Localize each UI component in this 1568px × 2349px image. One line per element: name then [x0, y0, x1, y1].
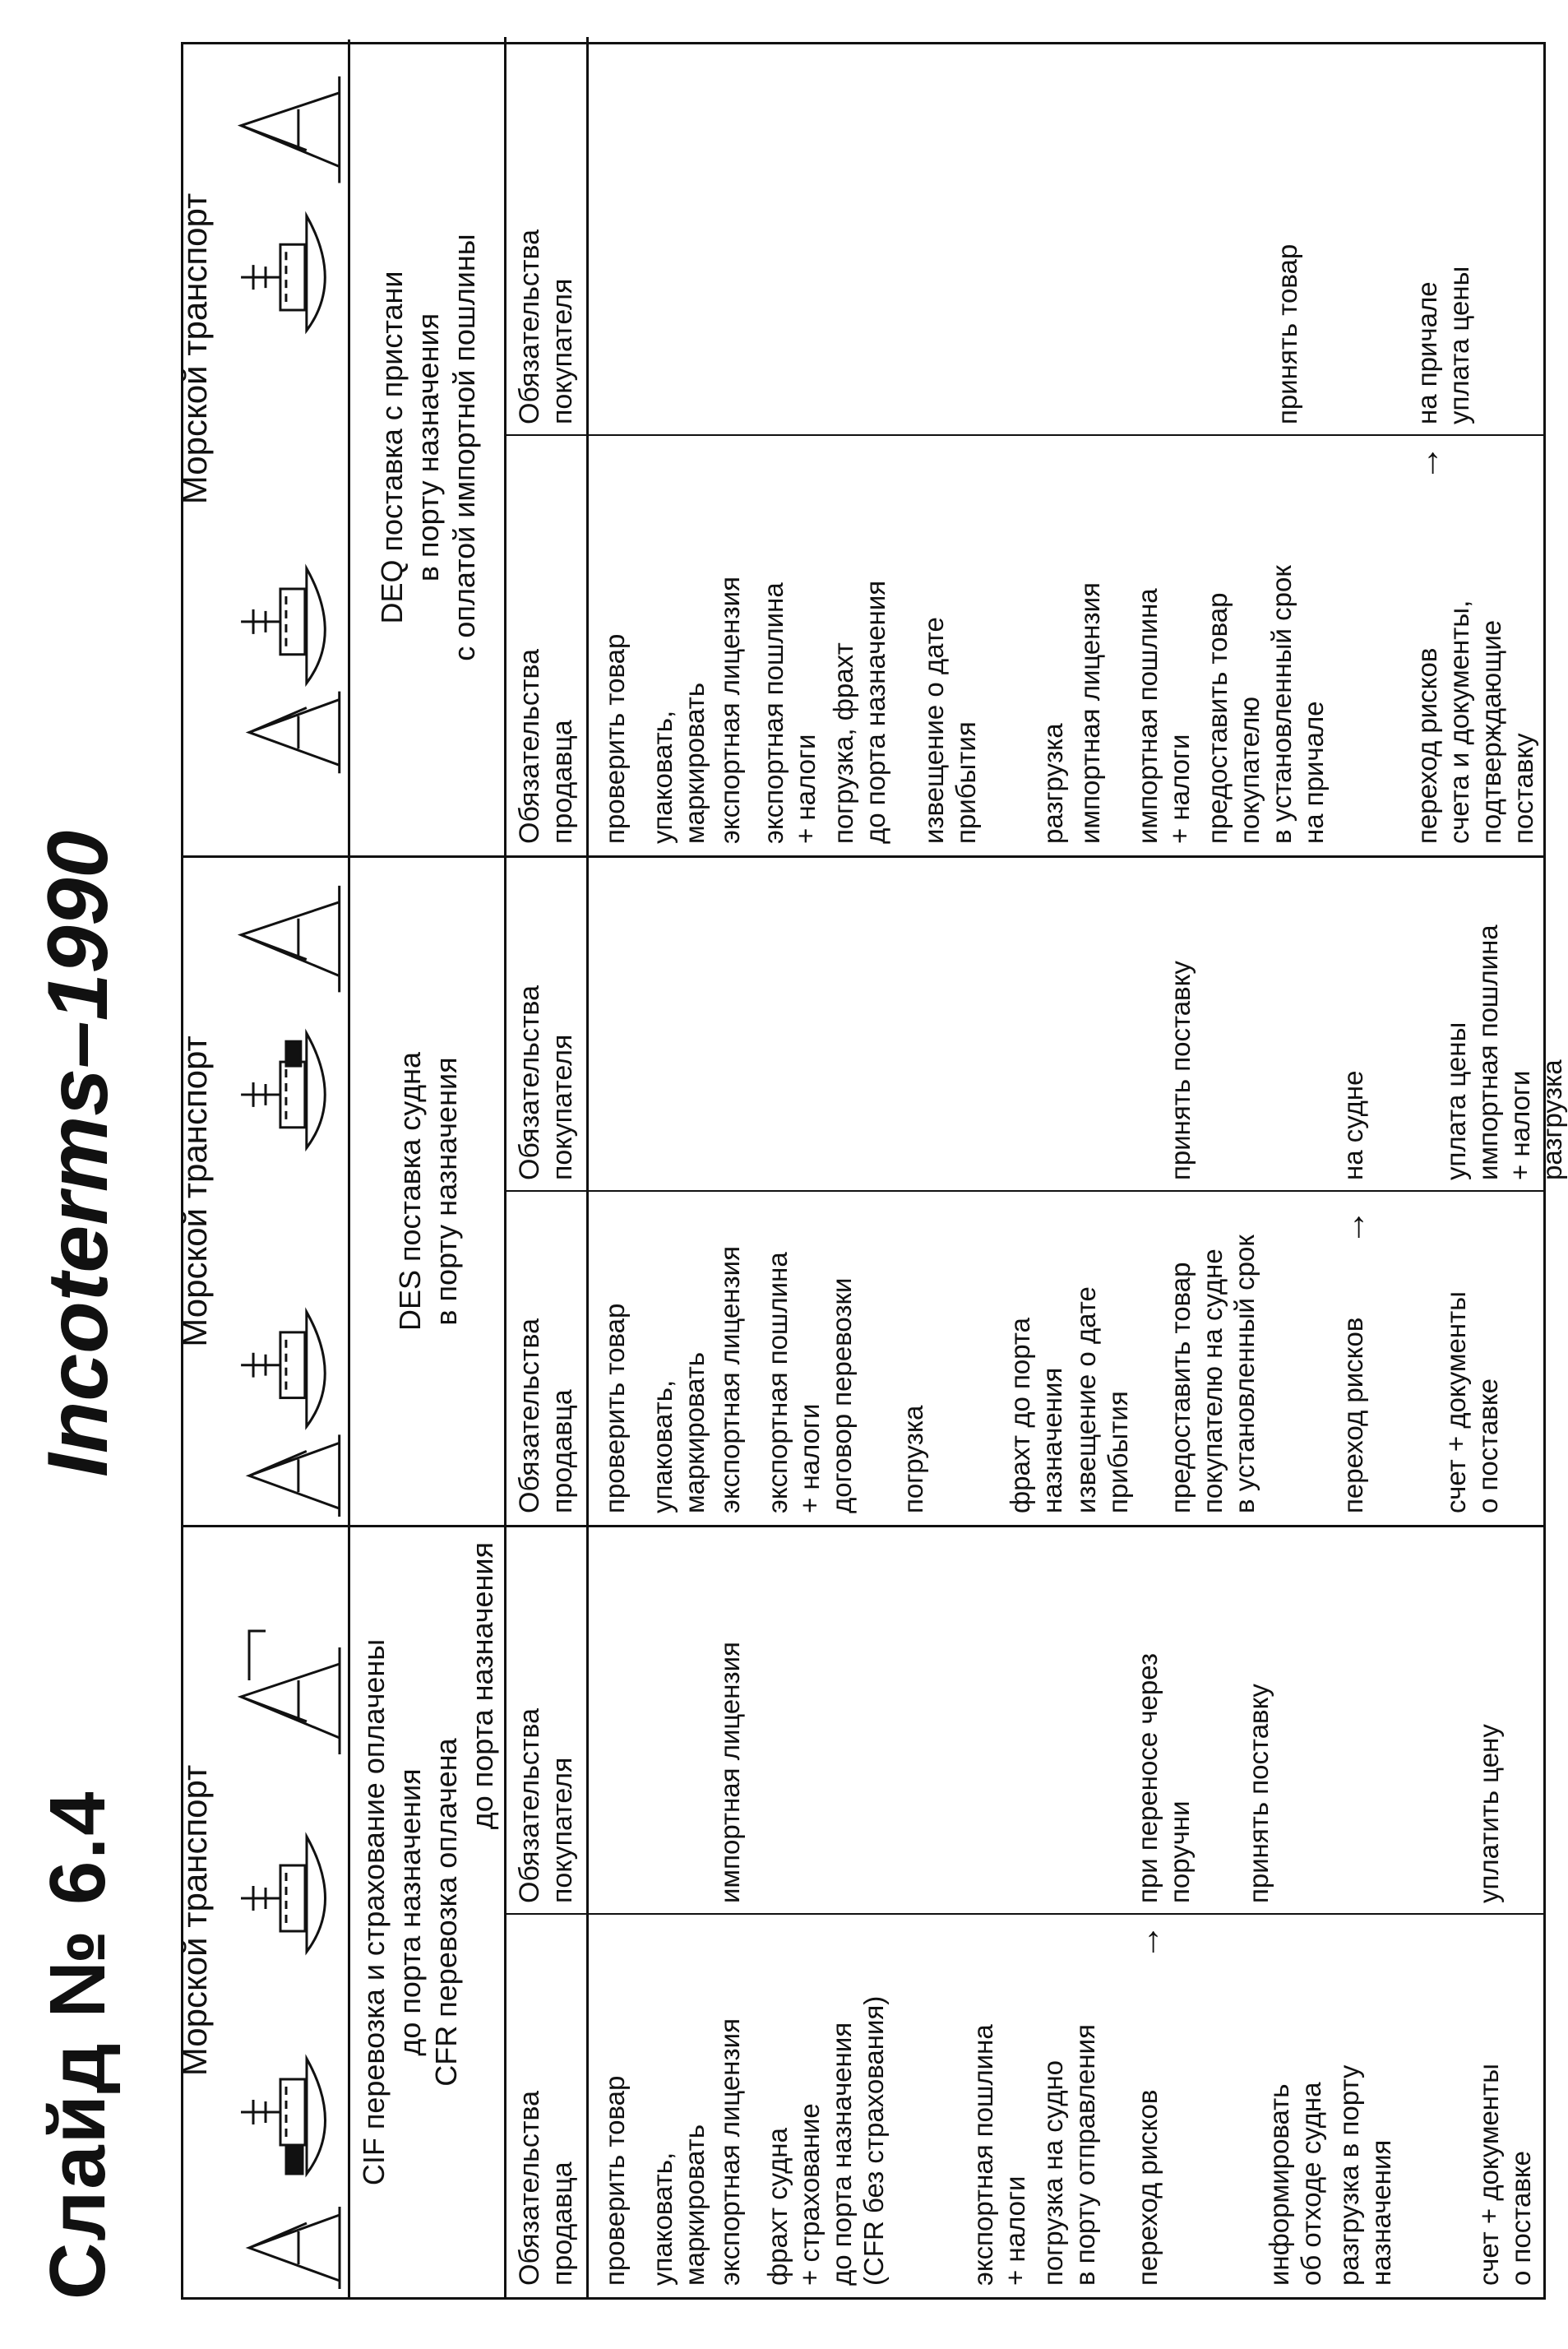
seller-entry: импортная пошлина + налоги [1132, 588, 1195, 844]
crane-icon [241, 1631, 340, 1754]
section-deq [175, 39, 1543, 858]
seller-entry: экспортная пошлина + налоги договор перевозки [762, 1252, 857, 1513]
section-title [348, 39, 506, 855]
transport-label: Морской транспорт [175, 1764, 214, 2077]
crane-icon [249, 1434, 340, 1517]
crane-icon [241, 76, 340, 183]
buyer-entry: на причале уплата цены [1412, 266, 1474, 424]
title-line: в порту назначения [411, 313, 445, 582]
crane-icon [241, 886, 340, 993]
buyer-entry: при переносе через поручни [1132, 1652, 1195, 1903]
seller-entry: погрузка [898, 1405, 928, 1513]
crane-icon [249, 692, 340, 774]
buyer-entry: уплата цены импортная пошлина + налоги разгрузка [1441, 924, 1567, 1180]
ship-illustrations [175, 858, 348, 1525]
buyer-header: Обязательства покупателя [504, 1527, 586, 1915]
buyer-header: Обязательства покупателя [504, 855, 586, 1192]
seller-entry: импортная лицензия [1075, 582, 1105, 844]
title-line: DEQ поставка с пристани [375, 271, 409, 624]
title-line: с оплатой импортной пошлины [447, 234, 481, 661]
section-cif-cfr [175, 1527, 1543, 2297]
buyer-entry: импортная лицензия [715, 1642, 745, 1903]
title-line: в порту назначения [429, 1057, 463, 1326]
slide-number: Слайд № 6.4 [34, 1790, 122, 2300]
seller-entry: упаковать, маркировать [647, 682, 710, 844]
seller-header: Обязательства продавца [504, 436, 586, 855]
section-title [348, 1527, 506, 2297]
seller-entry: упаковать, маркировать [647, 1351, 710, 1513]
seller-entry: экспортная лицензия [715, 2018, 745, 2286]
seller-entry: фрахт до порта назначения [1005, 1318, 1067, 1513]
transport-label: Морской транспорт [175, 1036, 214, 1347]
seller-entry: предоставить товар покупателю на судне в установленный срок [1165, 1235, 1260, 1513]
seller-entry: информировать об отходе судна [1264, 2082, 1326, 2286]
buyer-entry: на судне [1338, 1070, 1368, 1180]
seller-entry: переход рисков [1132, 2089, 1163, 2286]
buyer-entry: уплатить цену [1473, 1724, 1504, 1903]
seller-entry: переход рисков [1338, 1317, 1368, 1513]
title-line: CIF перевозка и страхование оплачены [357, 1638, 391, 2186]
seller-entry: фрахт судна + страхование до порта назначения (CFR без страхования) [762, 1995, 889, 2286]
crane-icon [249, 2207, 340, 2289]
ship-icon [241, 2059, 326, 2174]
ship-icon [241, 568, 325, 683]
seller-column [586, 1915, 1543, 2297]
seller-entry: счет + документы о поставке [1473, 2064, 1536, 2286]
document-title: Incoterms–1990 [30, 830, 126, 1477]
buyer-header: Обязательства покупателя [504, 37, 586, 436]
seller-entry: предоставить товар покупателю в установленный срок на причале [1202, 565, 1329, 844]
seller-header: Обязательства продавца [504, 1192, 586, 1525]
buyer-entry: принять товар [1272, 243, 1302, 424]
seller-column [586, 1192, 1543, 1525]
section-title [348, 858, 506, 1525]
seller-column [586, 436, 1543, 855]
buyer-entry: принять поставку [1165, 961, 1196, 1180]
ship-illustrations [175, 39, 348, 855]
incoterms-table [175, 42, 1567, 2300]
seller-entry: извещение о дате прибытия [918, 617, 981, 844]
seller-entry: проверить товар [599, 2075, 630, 2286]
ship-icon [241, 215, 325, 331]
seller-entry: погрузка на судно в порту отправления [1038, 2024, 1100, 2286]
title-line: до порта назначения [465, 1542, 499, 1830]
seller-entry: разгрузка в порту назначения [1334, 2064, 1396, 2286]
seller-entry: счет + документы о поставке [1441, 1291, 1503, 1513]
seller-entry: экспортная лицензия [715, 1246, 745, 1513]
seller-entry: экспортная пошлина + налоги [968, 2024, 1030, 2286]
title-line: CFR перевозка оплачена [429, 1738, 463, 2087]
buyer-column [586, 1527, 1543, 1915]
right-arrow-icon: → [1127, 1924, 1168, 1960]
seller-entry: экспортная лицензия [715, 577, 745, 844]
title-line: DES поставка судна [393, 1051, 427, 1332]
seller-entry: извещение о дате прибытия [1071, 1286, 1133, 1513]
right-arrow-icon: → [1407, 445, 1447, 481]
ship-illustrations [175, 1527, 348, 2297]
seller-entry: проверить товар [599, 1303, 630, 1513]
seller-entry: проверить товар [599, 633, 630, 844]
title-line: до порта назначения [393, 1768, 427, 2056]
seller-entry: разгрузка [1038, 723, 1068, 844]
seller-entry: погрузка, фрахт до порта назначения [828, 580, 890, 844]
seller-header: Обязательства продавца [504, 1915, 586, 2297]
buyer-column [586, 37, 1543, 436]
ship-icon [241, 1312, 325, 1426]
section-des [175, 858, 1567, 1527]
seller-entry: экспортная пошлина + налоги [758, 582, 821, 844]
right-arrow-icon: → [1333, 1209, 1373, 1245]
seller-entry: упаковать, маркировать [647, 2124, 710, 2286]
ship-icon [241, 1837, 326, 1952]
transport-label: Морской транспорт [175, 192, 214, 505]
seller-entry: переход рисков счета и документы, подтверждающие поставку [1412, 600, 1538, 844]
buyer-entry: принять поставку [1243, 1684, 1274, 1903]
buyer-column [586, 855, 1567, 1192]
ship-icon [241, 1033, 325, 1147]
